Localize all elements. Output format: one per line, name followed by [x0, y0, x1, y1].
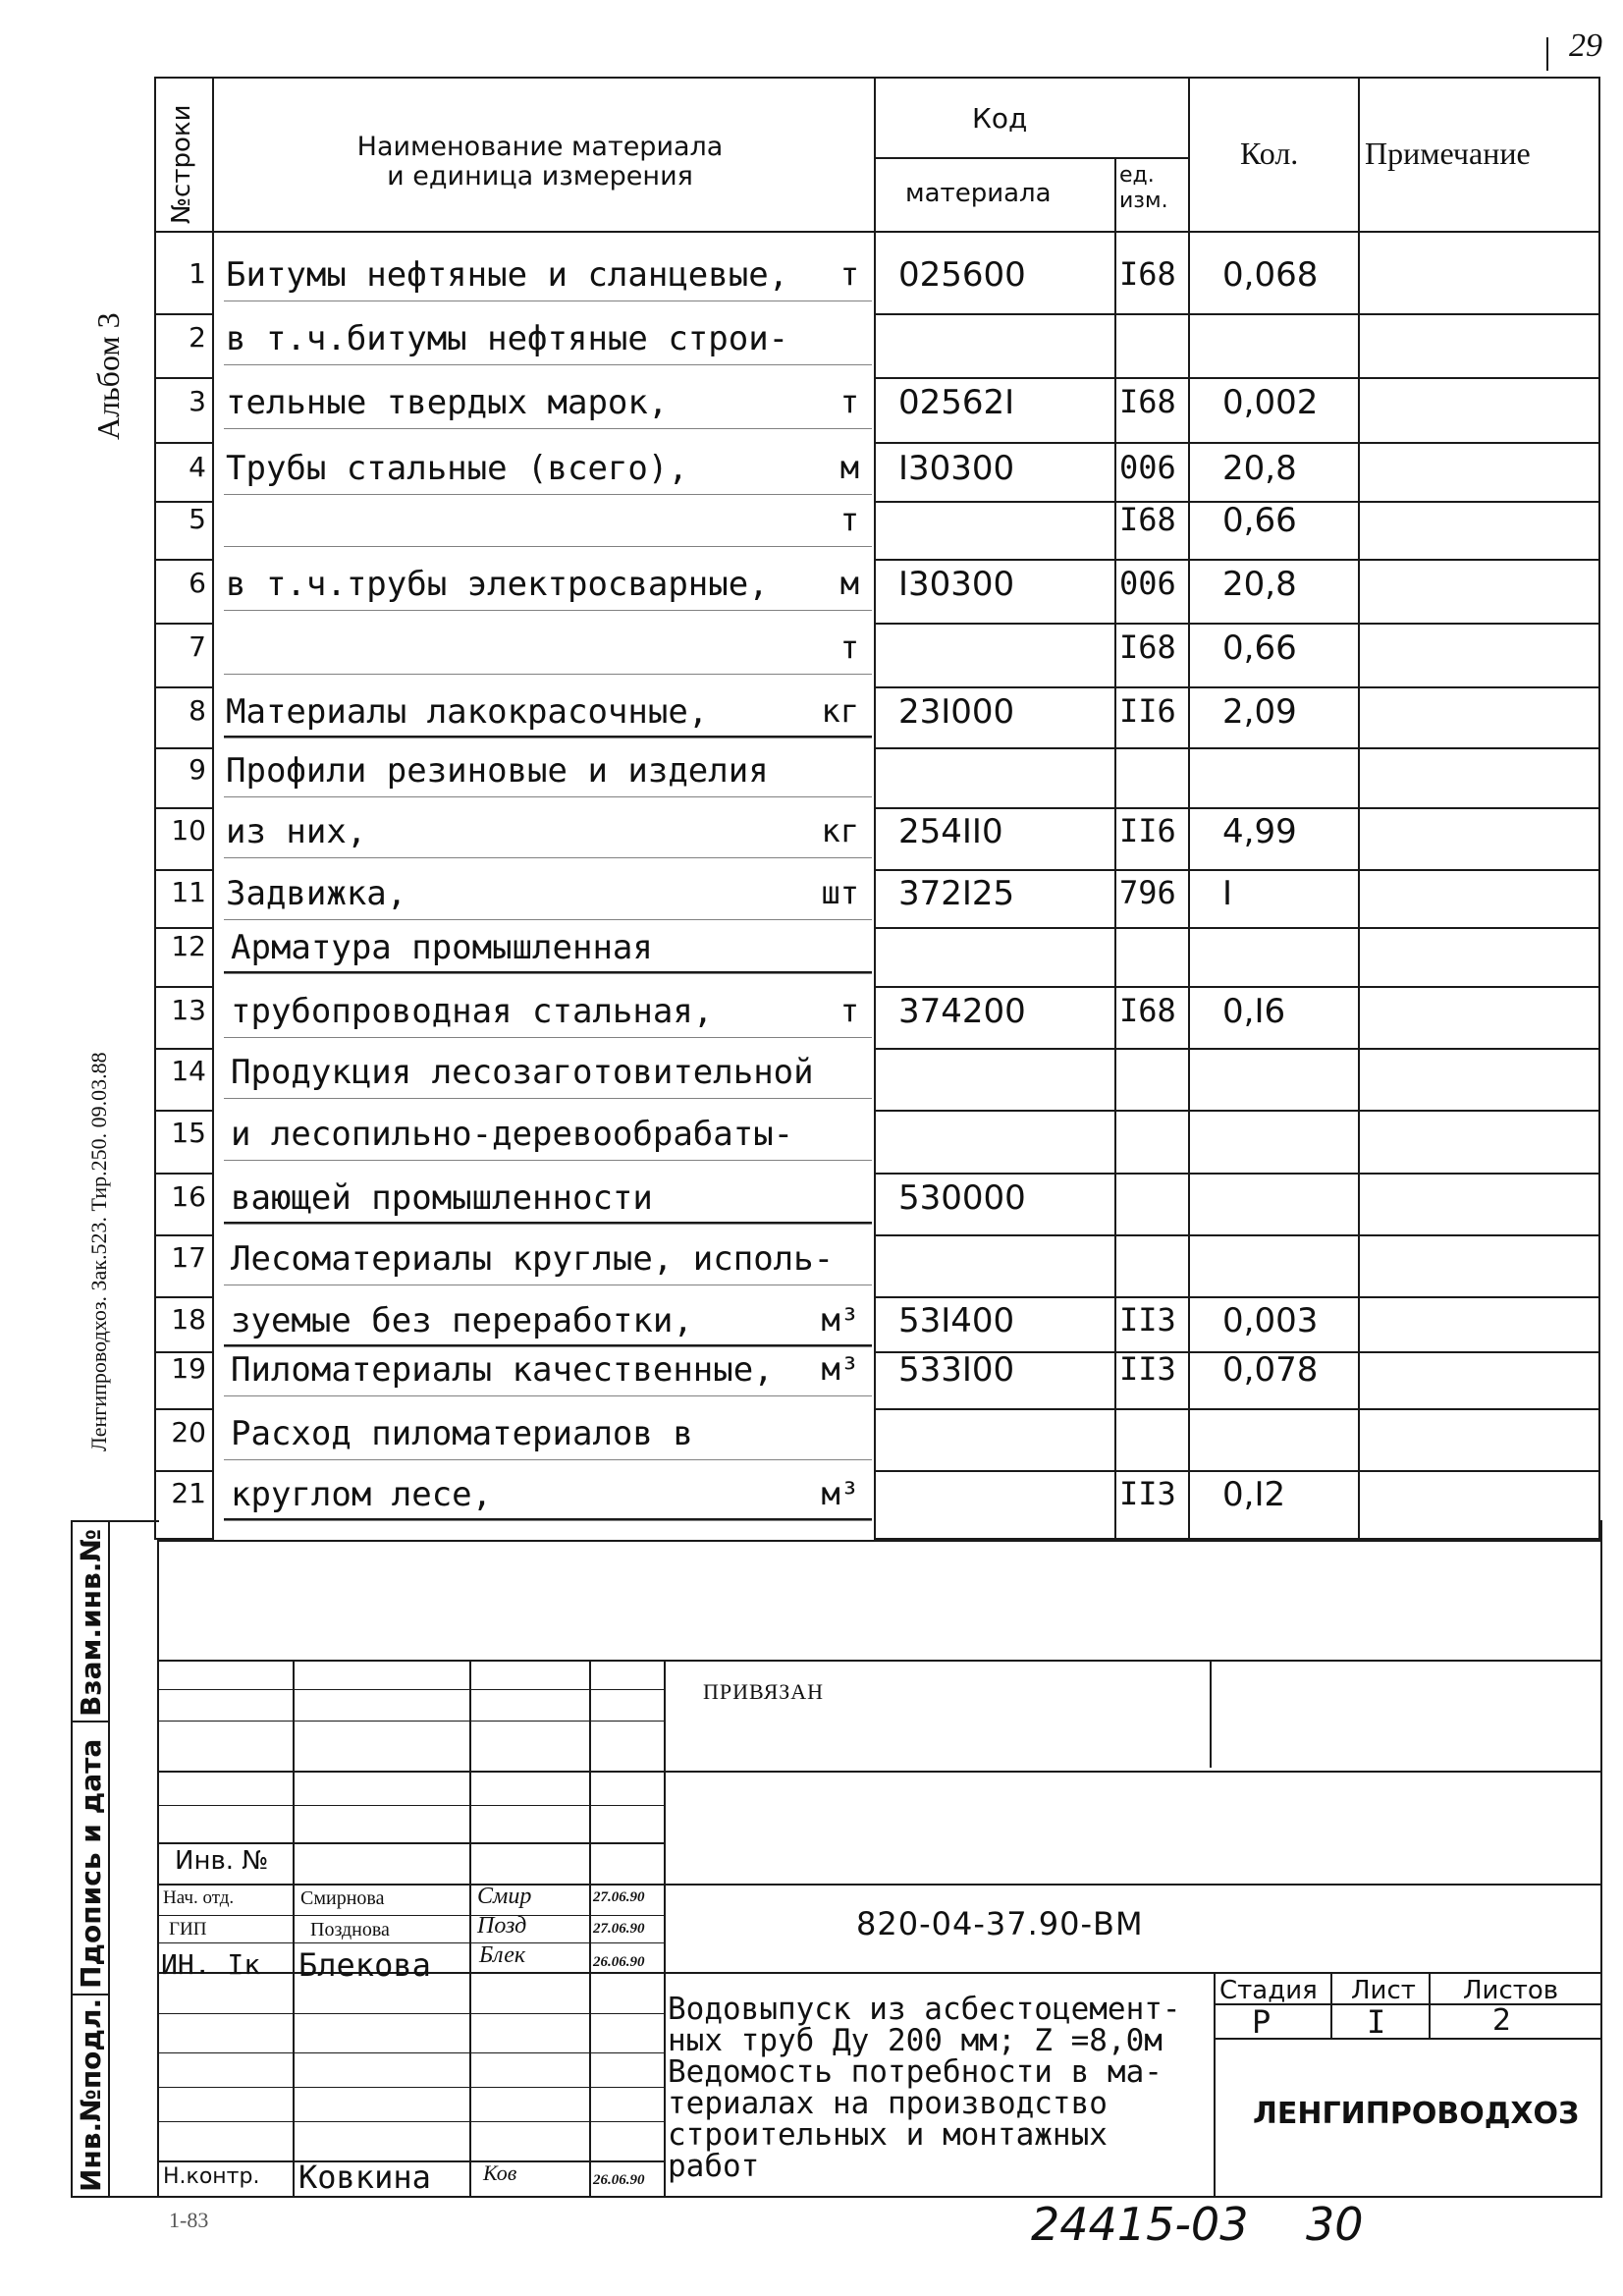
- material-name: в т.ч.трубы электросварные,: [226, 565, 769, 604]
- header-code-material: материала: [905, 179, 1052, 208]
- row-number: 2: [189, 321, 206, 354]
- header-qty: Кол.: [1240, 136, 1299, 171]
- header-code-unit: ед. изм.: [1119, 163, 1168, 213]
- unit-code: 006: [1119, 449, 1176, 486]
- unit-code: II6: [1119, 692, 1176, 730]
- material-name: трубопроводная стальная,: [231, 992, 714, 1031]
- row-number: 18: [171, 1303, 206, 1336]
- material-code: 025600: [898, 255, 1026, 295]
- sheets-value: 2: [1492, 2003, 1512, 2038]
- unit-of-measure: м: [839, 449, 859, 486]
- unit-code: 006: [1119, 565, 1176, 602]
- material-code: 530000: [898, 1178, 1026, 1218]
- material-name: Трубы стальные (всего),: [226, 449, 688, 488]
- header-name: Наименование материала и единица измерения: [356, 132, 724, 191]
- row-number: 12: [171, 930, 206, 962]
- header-note: Примечание: [1365, 136, 1531, 171]
- form-number: 1-83: [169, 2208, 209, 2232]
- header-row-no: №строки: [167, 104, 196, 224]
- row-number: 10: [171, 814, 206, 847]
- quantity: 0,I6: [1222, 992, 1286, 1031]
- unit-code: II3: [1119, 1301, 1176, 1339]
- row-number: 21: [171, 1477, 206, 1509]
- page-number: 29: [1569, 27, 1602, 64]
- album-label: Альбом 3: [90, 312, 126, 440]
- unit-code: I68: [1119, 992, 1176, 1029]
- material-name: Пиломатериалы качественные,: [231, 1350, 774, 1390]
- unit-code: I68: [1119, 383, 1176, 420]
- material-name: Лесоматериалы круглые, исполь-: [231, 1239, 835, 1279]
- quantity: 0,068: [1222, 255, 1319, 295]
- unit-of-measure: т: [839, 255, 859, 293]
- unit-of-measure: м³: [821, 1350, 859, 1388]
- material-name: вающей промышленности: [231, 1178, 653, 1218]
- title-line: ных труб Ду 200 мм; Z =8,0м: [668, 2023, 1163, 2058]
- material-code: 02562I: [898, 383, 1015, 422]
- material-code: 23I000: [898, 692, 1015, 732]
- row-number: 15: [171, 1117, 206, 1149]
- signature-4: Ков: [483, 2160, 517, 2185]
- quantity: 20,8: [1222, 449, 1297, 488]
- row-number: 20: [171, 1416, 206, 1449]
- row-number: 6: [189, 567, 206, 599]
- print-info: Ленгипроводхоз. Зак.523. Тир.250. 09.03.88: [86, 1052, 111, 1451]
- title-line: териалах на производство: [668, 2086, 1108, 2121]
- unit-code: I68: [1119, 629, 1176, 666]
- stage-label: Стадия: [1219, 1976, 1318, 2005]
- quantity: 0,078: [1222, 1350, 1319, 1390]
- document-code: 820-04-37.90-ВМ: [856, 1905, 1144, 1942]
- row-number: 1: [189, 257, 206, 290]
- row-number: 11: [171, 876, 206, 908]
- quantity: 0,003: [1222, 1301, 1319, 1340]
- row-number: 19: [171, 1352, 206, 1385]
- quantity: 20,8: [1222, 565, 1297, 604]
- signer-date-1: 27.06.90: [593, 1889, 645, 1905]
- title-line: Ведомость потребности в ма-: [668, 2054, 1163, 2090]
- quantity: 4,99: [1222, 812, 1297, 851]
- material-name: круглом лесе,: [231, 1475, 493, 1514]
- signer-role-4: Н.контр.: [163, 2164, 260, 2189]
- document-title: [668, 1994, 1181, 2182]
- row-number: 3: [189, 385, 206, 417]
- row-number: 14: [171, 1055, 206, 1087]
- stage-value: Р: [1252, 2003, 1271, 2041]
- material-code: 53I400: [898, 1301, 1015, 1340]
- material-name: тельные твердых марок,: [226, 383, 669, 422]
- signature-2: Позд: [477, 1913, 527, 1939]
- unit-code: II6: [1119, 812, 1176, 849]
- quantity: 0,66: [1222, 501, 1297, 540]
- material-name: в т.ч.битумы нефтяные строи-: [226, 319, 789, 358]
- signature-1: Смир: [477, 1884, 532, 1909]
- unit-of-measure: шт: [821, 874, 859, 911]
- material-name: из них,: [226, 812, 367, 851]
- material-code: 254II0: [898, 812, 1003, 851]
- quantity: 0,002: [1222, 383, 1319, 422]
- signer-name-4: Ковкина: [298, 2159, 431, 2196]
- unit-code: 796: [1119, 874, 1176, 911]
- row-number: 5: [189, 503, 206, 535]
- unit-of-measure: м: [839, 565, 859, 602]
- title-line: Водовыпуск из асбестоцемент-: [668, 1992, 1181, 2027]
- unit-of-measure: т: [839, 501, 859, 538]
- quantity: 0,66: [1222, 629, 1297, 668]
- unit-of-measure: т: [839, 629, 859, 666]
- signer-date-4: 26.06.90: [593, 2172, 645, 2188]
- material-name: зуемые без переработки,: [231, 1301, 693, 1340]
- row-number: 17: [171, 1241, 206, 1274]
- sheet-value: I: [1367, 2003, 1386, 2041]
- unit-code: I68: [1119, 501, 1176, 538]
- signer-name-2: Позднова: [310, 1919, 390, 1941]
- row-number: 13: [171, 994, 206, 1026]
- privyazan-label: ПРИВЯЗАН: [703, 1679, 825, 1704]
- signer-date-3: 26.06.90: [593, 1954, 645, 1970]
- signer-role-1: Нач. отд.: [163, 1887, 235, 1908]
- material-name: Расход пиломатериалов в: [231, 1414, 693, 1453]
- unit-of-measure: кг: [821, 692, 859, 730]
- signer-role-3: ИН. Iк: [161, 1948, 261, 1981]
- signer-role-2: ГИП: [169, 1919, 207, 1940]
- row-number: 7: [189, 630, 206, 663]
- row-number: 9: [189, 753, 206, 786]
- unit-of-measure: м³: [821, 1475, 859, 1512]
- signer-date-2: 27.06.90: [593, 1921, 645, 1937]
- material-code: 533I00: [898, 1350, 1015, 1390]
- title-line: работ: [668, 2149, 760, 2184]
- material-name: Битумы нефтяные и сланцевые,: [226, 255, 789, 295]
- material-name: Задвижка,: [226, 874, 407, 913]
- quantity: 2,09: [1222, 692, 1297, 732]
- unit-code: II3: [1119, 1350, 1176, 1388]
- signer-name-1: Смирнова: [300, 1887, 385, 1909]
- unit-of-measure: м³: [821, 1301, 859, 1339]
- unit-of-measure: т: [839, 383, 859, 420]
- material-name: Материалы лакокрасочные,: [226, 692, 709, 732]
- inv-no-label: Инв. №: [175, 1846, 269, 1876]
- title-line: строительных и монтажных: [668, 2117, 1108, 2153]
- material-name: Продукция лесозаготовительной: [231, 1053, 814, 1092]
- archive-number: 24415-03: [1031, 2198, 1249, 2251]
- material-name: Арматура промышленная: [231, 928, 653, 967]
- material-name: Профили резиновые и изделия: [226, 751, 769, 791]
- material-name: и лесопильно-деревообрабаты-: [231, 1115, 794, 1154]
- unit-code: I68: [1119, 255, 1176, 293]
- label-inv-podl: Инв.№подл.: [75, 1997, 107, 2192]
- material-code: I30300: [898, 565, 1015, 604]
- label-podpis-data: Пдопись и дата: [75, 1738, 107, 1989]
- header-code: Код: [972, 102, 1028, 135]
- material-code: 374200: [898, 992, 1026, 1031]
- row-number: 16: [171, 1180, 206, 1213]
- unit-of-measure: т: [839, 992, 859, 1029]
- sheet-label: Лист: [1351, 1976, 1416, 2005]
- quantity: 0,I2: [1222, 1475, 1286, 1514]
- sheet-number: 30: [1306, 2198, 1364, 2251]
- label-vzam-inv: Взам.инв.№: [75, 1528, 107, 1717]
- signature-3: Блек: [479, 1942, 526, 1968]
- row-number: 8: [189, 694, 206, 727]
- quantity: I: [1222, 874, 1233, 913]
- signer-name-3: Блекова: [298, 1946, 431, 1984]
- sheets-label: Листов: [1463, 1976, 1559, 2005]
- material-code: I30300: [898, 449, 1015, 488]
- unit-of-measure: кг: [821, 812, 859, 849]
- material-code: 372I25: [898, 874, 1015, 913]
- organization-name: ЛЕНГИПРОВОДХОЗ: [1253, 2097, 1580, 2131]
- unit-code: II3: [1119, 1475, 1176, 1512]
- row-number: 4: [189, 451, 206, 483]
